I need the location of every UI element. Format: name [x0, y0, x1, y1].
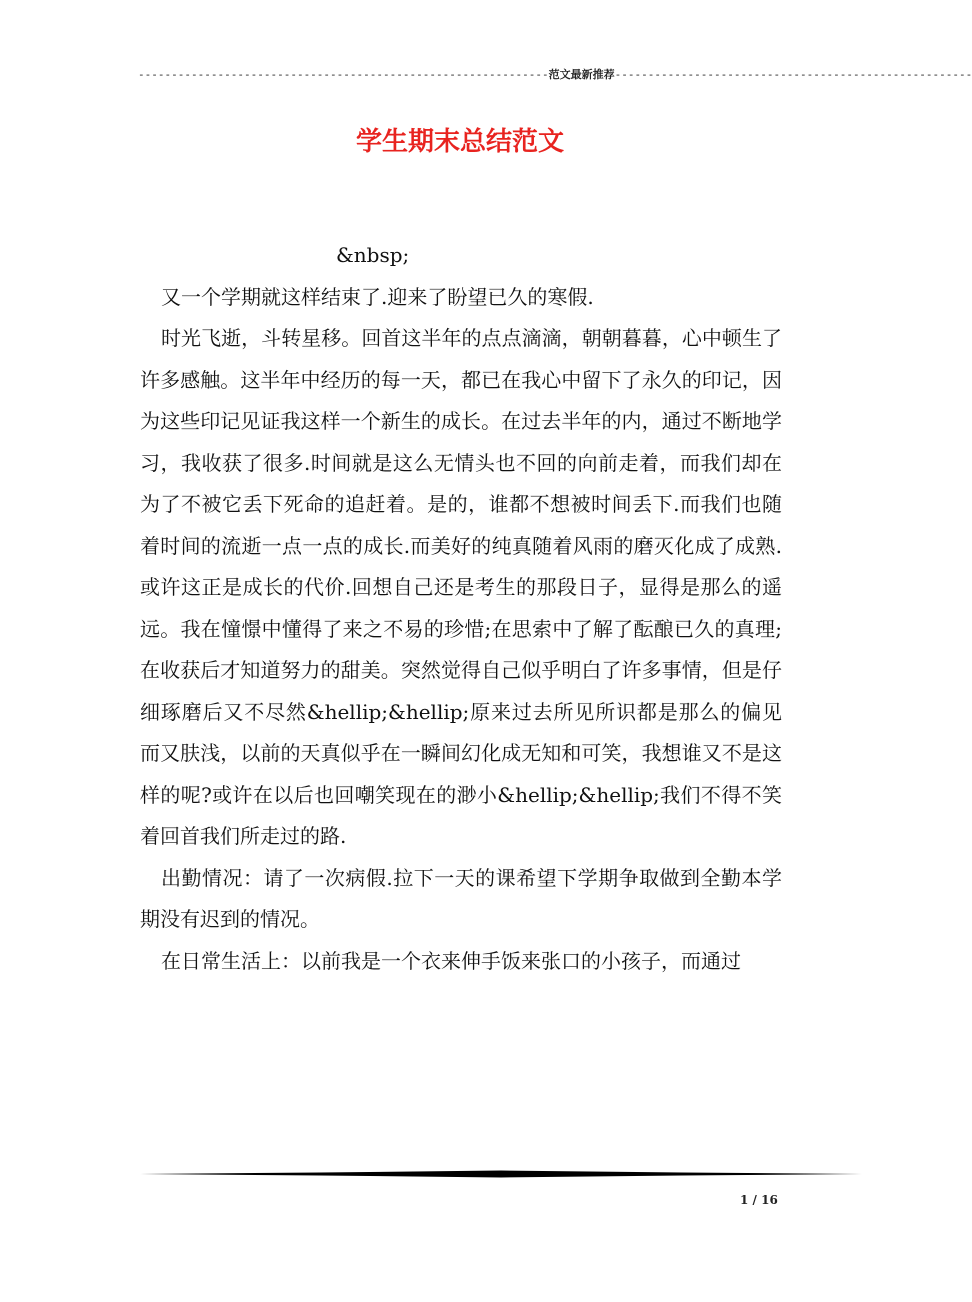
document-body — [140, 235, 782, 982]
paragraph-intro: 又一个学期就这样结束了.迎来了盼望已久的寒假. — [161, 284, 594, 309]
header-dashes-left: -------------------------------------------------------------- — [138, 68, 549, 81]
header-label: 范文最新推荐 — [548, 68, 615, 81]
footer-rule-shape — [140, 1171, 862, 1178]
footer-rule — [140, 1170, 862, 1178]
document-title: 学生期末总结范文 — [355, 127, 564, 157]
paragraph-nbsp: &nbsp; — [336, 243, 410, 267]
header-dashes-right: ------------------------------------------------------ — [614, 68, 972, 81]
paragraph-daily-life: 在日常生活上：以前我是一个衣来伸手饭来张口的小孩子，而通过 — [161, 948, 741, 973]
paragraph-reflection: 时光飞逝，斗转星移。回首这半年的点点滴滴，朝朝暮暮，心中顿生了许多感触。这半年中经历的每一天，都已在我心中留下了永久的印记，因为这些印记见证我这样一个新生的成长。在过去半年的内，通过不断地学习，我收获了很多.时间就是这么无情头也不回的向前走着，而我们却在为了不被它丢下死命的追赶着。是的，谁都不想被时间丢下.而我们也随着时间的流逝一点一点的成长.而美好的纯真随着风雨的磨灭化成了成熟.或许这正是成长的代价.回想自己还是考生的那段日子，显得是那么的遥远。我在憧憬中懂得了来之不易的珍惜;在思索中了解了酝酿已久的真理;在收获后才知道努力的甜美。突然觉得自己似乎明白了许多事情，但是仔细琢磨后又不尽然&hellip;&hellip;原来过去所见所识都是那么的偏见而又肤浅，以前的天真似乎在一瞬间幻化成无知和可笑，我想谁又不是这样的呢?或许在以后也回嘲笑现在的渺小&hellip;&hellip;我们不得不笑着回首我们所走过的路. — [140, 326, 782, 848]
page-header — [138, 68, 972, 82]
page-number: 1 / 16 — [740, 1193, 778, 1207]
paragraph-attendance: 出勤情况：请了一次病假.拉下一天的课希望下学期争取做到全勤本学期没有迟到的情况。 — [140, 865, 782, 931]
